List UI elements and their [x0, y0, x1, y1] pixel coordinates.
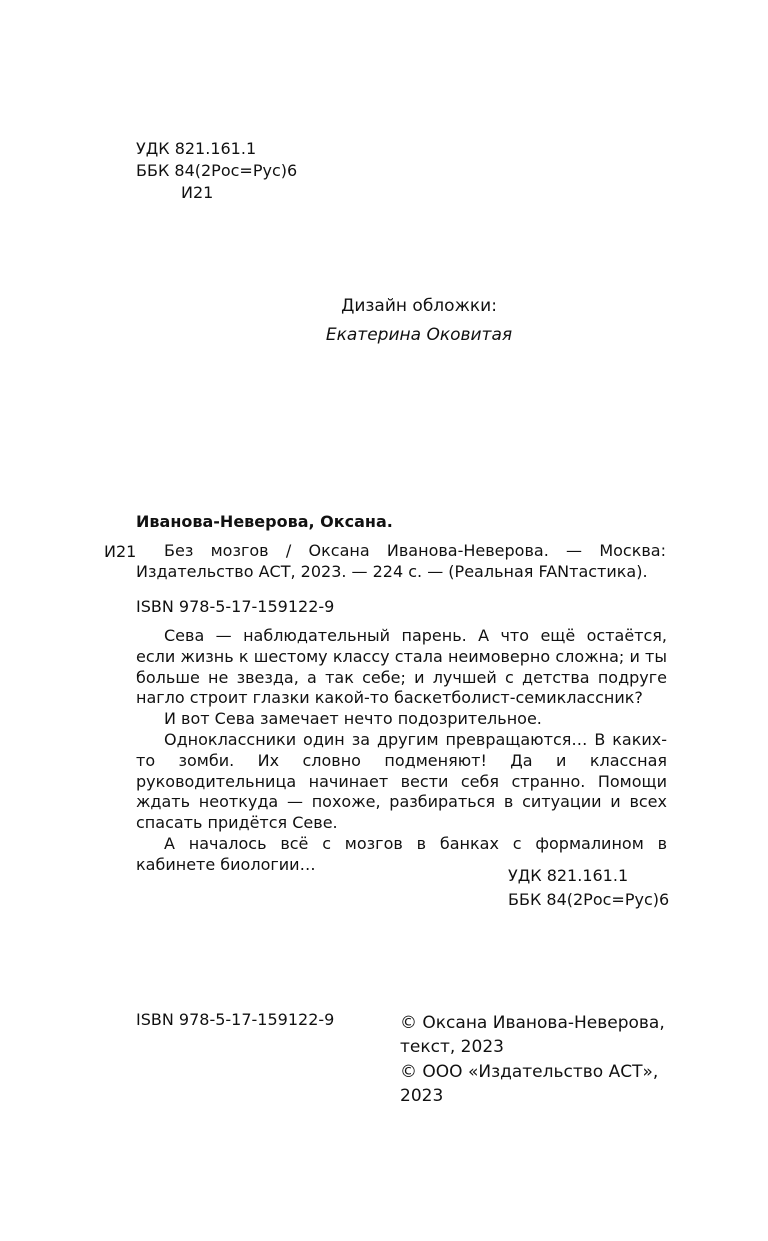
classification-block-top — [136, 138, 297, 204]
cover-design-credit — [0, 292, 768, 350]
copyright-block — [400, 1012, 670, 1110]
annotation — [136, 626, 667, 876]
record-isbn: ISBN 978-5-17-159122-9 — [136, 597, 335, 616]
cover-design-label: Дизайн обложки: — [341, 296, 497, 316]
author-mark: И21 — [181, 183, 214, 202]
record-author-mark: И21 — [104, 542, 137, 561]
copyright-publisher: © ООО «Издательство АСТ», 2023 — [400, 1062, 659, 1106]
annotation-paragraph: Одноклассники один за другим превращаются… В каких-то зомби. Их словно подменяют! Да и классная руководительница начинает вести себя странно. Помощи ждать неоткуда — похоже, разбираться в ситуации и всех спасать придётся Севе. — [136, 729, 667, 833]
bbk-code-bottom: ББК 84(2Рос=Рус)6 — [508, 890, 670, 909]
annotation-paragraph: Сева — наблюдательный парень. А что ещё остаётся, если жизнь к шестому классу стала неимоверно сложна; и ты больше не звезда, а так себе; и лучшей с детства подруге нагло строит глазки какой-то баскетболист-семиклассник? — [136, 626, 667, 708]
author-heading: Иванова-Неверова, Оксана. — [136, 512, 393, 531]
copyright-author: © Оксана Иванова-Неверова, текст, 2023 — [400, 1013, 665, 1057]
footer-isbn: ISBN 978-5-17-159122-9 — [136, 1010, 335, 1029]
annotation-paragraph: И вот Сева замечает нечто подозрительное. — [164, 709, 542, 729]
classification-block-bottom — [508, 864, 669, 912]
title-description-text: Без мозгов / Оксана Иванова-Неверова. — Москва: Издательство АСТ, 2023. — 224 с. — (Реальная FANтастика). — [136, 541, 666, 581]
annotation-paragraph: А началось всё с мозгов в банках с формалином в кабинете биологии… — [136, 833, 667, 874]
bbk-code: ББК 84(2Рос=Рус)6 — [136, 161, 298, 180]
cover-designer-name: Екатерина Оковитая — [325, 325, 513, 345]
title-description — [136, 541, 666, 583]
udk-code: УДК 821.161.1 — [136, 139, 257, 158]
udk-code-bottom: УДК 821.161.1 — [508, 866, 629, 885]
